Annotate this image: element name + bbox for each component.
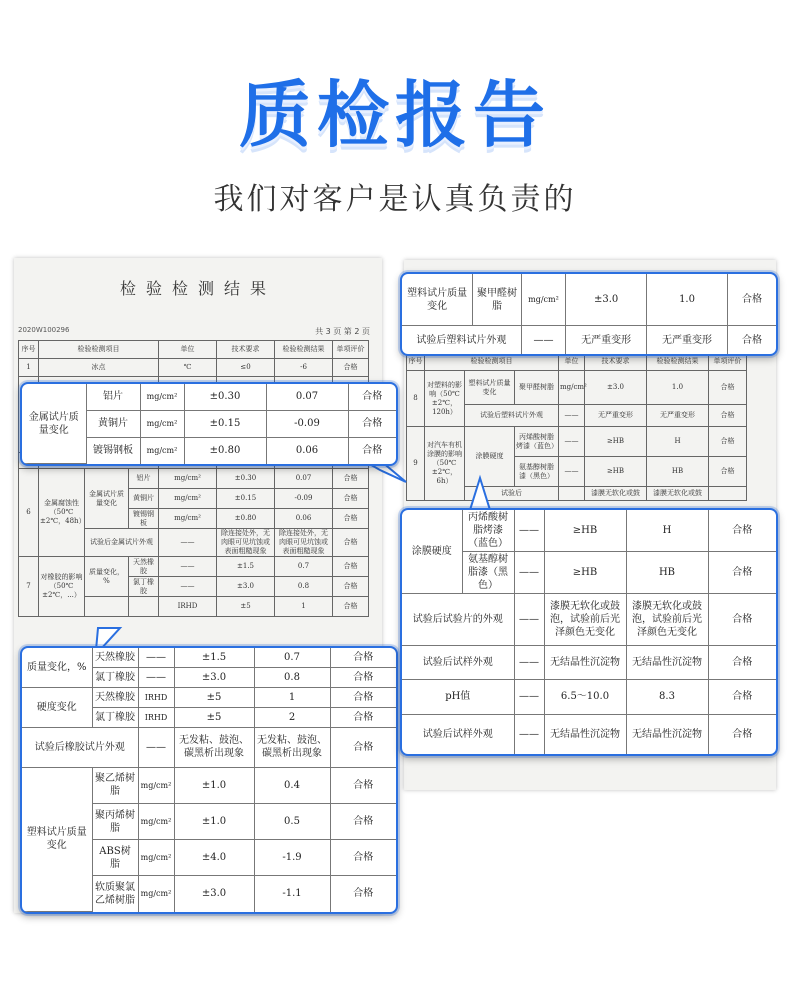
cell: 合格 — [330, 727, 396, 767]
cell: 0.7 — [275, 557, 333, 577]
cell: 塑料试片质量变化 — [22, 767, 92, 911]
cell: -0.09 — [266, 410, 348, 437]
header-cell: 检验检测结果 — [647, 353, 709, 371]
cell: ℃ — [159, 359, 217, 377]
table-row — [407, 427, 747, 457]
cell: 1 — [254, 687, 330, 707]
cell: mg/cm² — [521, 274, 565, 326]
table-row — [402, 326, 776, 354]
table-header-row — [19, 341, 369, 359]
report-number: 2020W100296 — [18, 326, 70, 334]
cell: ±0.30 — [217, 469, 275, 489]
cell: 无结晶性沉淀物 — [544, 646, 626, 680]
cell: 合格 — [709, 457, 747, 487]
cell: ±0.15 — [184, 410, 266, 437]
cell: 无发粘、鼓泡、碳黑析出现象 — [254, 727, 330, 767]
cell: 金属试片质量变化 — [22, 384, 86, 464]
cell: 丙烯酸树脂烤漆（蓝色） — [462, 510, 514, 552]
cell: —— — [514, 594, 544, 646]
cell: —— — [559, 405, 585, 427]
cell: mg/cm² — [159, 489, 217, 509]
cell: 天然橡胶 — [92, 687, 138, 707]
cell: 聚乙烯树脂 — [92, 767, 138, 803]
cell: 硬度变化 — [22, 687, 92, 727]
cell: 无结晶性沉淀物 — [626, 714, 708, 754]
cell: 0.4 — [254, 767, 330, 803]
cell: ±1.5 — [174, 648, 254, 667]
cell: 0.07 — [275, 469, 333, 489]
table-row — [402, 594, 776, 646]
cell: 无结晶性沉淀物 — [544, 714, 626, 754]
cell: IRHD — [138, 707, 174, 727]
cell: 聚甲醛树脂 — [515, 371, 559, 405]
cell: 合格 — [348, 437, 396, 463]
header-cell: 检验检测项目 — [425, 353, 559, 371]
cell: 合格 — [708, 680, 776, 714]
cell: 试验后试样外观 — [402, 714, 514, 754]
cell: 天然橡胶 — [92, 648, 138, 667]
rubber-plastic-table — [22, 648, 396, 912]
header-cell: 单项评价 — [333, 341, 369, 359]
cell: -0.09 — [275, 489, 333, 509]
cell: 8.3 — [626, 680, 708, 714]
cell: 塑料试片质量变化 — [465, 371, 515, 405]
cell: 1.0 — [647, 274, 728, 326]
cell: 金属腐蚀性（50℃±2℃，48h） — [39, 469, 85, 557]
cell: 金属试片质量变化 — [85, 469, 129, 529]
cell: 对塑料的影响（50℃±2℃，120h） — [425, 371, 465, 427]
cell: 9 — [407, 427, 425, 501]
cell: 涂膜硬度 — [465, 427, 515, 487]
cell: 氯丁橡胶 — [129, 577, 159, 597]
table-row — [402, 714, 776, 754]
cell: mg/cm² — [138, 840, 174, 876]
cell: mg/cm² — [140, 384, 184, 410]
cell: 6 — [19, 469, 39, 557]
right-results-table — [406, 352, 747, 501]
cell: 镀锡钢板 — [86, 437, 140, 463]
cell: 合格 — [348, 384, 396, 410]
cell: mg/cm² — [140, 437, 184, 463]
cell: 6.5～10.0 — [544, 680, 626, 714]
table-row — [22, 687, 396, 707]
header-cell: 单位 — [559, 353, 585, 371]
cell: —— — [138, 667, 174, 687]
cell: —— — [559, 427, 585, 457]
cell: 氯丁橡胶 — [92, 667, 138, 687]
plastic-mass-table — [402, 274, 776, 354]
cell: 除连接处外，无肉眼可见坑蚀或表面粗糙现象 — [275, 529, 333, 557]
cell: 合格 — [709, 405, 747, 427]
table-row — [402, 646, 776, 680]
cell: 质量变化，% — [85, 557, 129, 597]
cell: ±5 — [174, 687, 254, 707]
cell: 天然橡胶 — [129, 557, 159, 577]
cell: 试验后塑料试片外观 — [402, 326, 521, 354]
cell — [709, 487, 747, 501]
cell: —— — [514, 510, 544, 552]
page-indicator: 共 3 页 第 2 页 — [315, 327, 370, 336]
cell: 试验后橡胶试片外观 — [22, 727, 138, 767]
cell: —— — [559, 457, 585, 487]
cell: 漆膜无软化或鼓 — [585, 487, 647, 501]
cell: —— — [514, 646, 544, 680]
cell: 0.06 — [266, 437, 348, 463]
cell: ±3.0 — [174, 667, 254, 687]
paint-hardness-table — [402, 510, 776, 754]
cell: 对橡胶的影响（50℃±2℃，...） — [39, 557, 85, 617]
cell: 漆膜无软化或鼓泡，试验前后光泽颜色无变化 — [626, 594, 708, 646]
cell: 氨基醇树脂漆（黑色） — [462, 552, 514, 594]
cell: ≤0 — [217, 359, 275, 377]
callout-paint-table — [400, 508, 778, 756]
cell: ≥HB — [585, 427, 647, 457]
cell: 合格 — [709, 427, 747, 457]
callout-plastic-table — [400, 272, 778, 356]
cell: 无严重变形 — [647, 405, 709, 427]
cell — [559, 487, 585, 501]
cell: ±0.30 — [184, 384, 266, 410]
cell: 合格 — [333, 469, 369, 489]
cell: 黄铜片 — [86, 410, 140, 437]
cell: 无严重变形 — [566, 326, 647, 354]
cell: 冰点 — [39, 359, 159, 377]
table-row — [19, 359, 369, 377]
header-cell: 序号 — [407, 353, 425, 371]
cell: HB — [647, 457, 709, 487]
cell: H — [626, 510, 708, 552]
cell: 聚丙烯树脂 — [92, 803, 138, 839]
table-row — [407, 371, 747, 405]
cell: 合格 — [333, 577, 369, 597]
cell: 无严重变形 — [647, 326, 728, 354]
cell: 无发粘、鼓泡、碳黑析出现象 — [174, 727, 254, 767]
cell: 丙烯酸树脂烤漆（蓝色） — [515, 427, 559, 457]
cell: 合格 — [709, 371, 747, 405]
cell: ≥HB — [544, 510, 626, 552]
cell: —— — [514, 680, 544, 714]
cell: —— — [521, 326, 565, 354]
table-row — [22, 384, 396, 410]
cell: 2 — [254, 707, 330, 727]
cell: 合格 — [708, 714, 776, 754]
cell: 合格 — [727, 326, 776, 354]
cell: 质量变化，% — [22, 648, 92, 687]
cell: H — [647, 427, 709, 457]
cell: 镀锡钢板 — [129, 509, 159, 529]
table-row — [22, 767, 396, 803]
cell: —— — [159, 529, 217, 557]
cell: 合格 — [727, 274, 776, 326]
cell: mg/cm² — [138, 876, 174, 912]
header-cell: 序号 — [19, 341, 39, 359]
cell: ABS树脂 — [92, 840, 138, 876]
cell: 合格 — [330, 876, 396, 912]
cell: 黄铜片 — [129, 489, 159, 509]
cell: pH值 — [402, 680, 514, 714]
cell: 铝片 — [86, 384, 140, 410]
cell: —— — [514, 714, 544, 754]
cell: ±3.0 — [217, 577, 275, 597]
cell: 合格 — [348, 410, 396, 437]
table-row — [22, 648, 396, 667]
cell: 无结晶性沉淀物 — [626, 646, 708, 680]
table-row — [19, 469, 369, 489]
cell: ±1.0 — [174, 803, 254, 839]
cell: —— — [138, 648, 174, 667]
cell: 氯丁橡胶 — [92, 707, 138, 727]
table-row — [22, 727, 396, 767]
cell: ±0.80 — [217, 509, 275, 529]
cell: mg/cm² — [138, 767, 174, 803]
callout-metal-table — [20, 382, 398, 466]
cell: IRHD — [138, 687, 174, 707]
cell: ±3.0 — [174, 876, 254, 912]
cell: ≥HB — [544, 552, 626, 594]
cell: 合格 — [333, 489, 369, 509]
cell: ±5 — [217, 597, 275, 617]
cell: ±1.0 — [174, 767, 254, 803]
cell: -1.9 — [254, 840, 330, 876]
table-row — [402, 680, 776, 714]
cell: HB — [626, 552, 708, 594]
cell: 无严重变形 — [585, 405, 647, 427]
header-cell: 检验检测结果 — [275, 341, 333, 359]
cell: 合格 — [330, 803, 396, 839]
cell: 合格 — [333, 557, 369, 577]
cell: 合格 — [708, 510, 776, 552]
table-row — [402, 274, 776, 326]
header-cell: 单项评价 — [709, 353, 747, 371]
cell: 合格 — [330, 767, 396, 803]
header-cell: 检验检测项目 — [39, 341, 159, 359]
cell: 试验后金属试片外观 — [85, 529, 159, 557]
cell: IRHD — [159, 597, 217, 617]
cell: ±1.5 — [217, 557, 275, 577]
cell: 1.0 — [647, 371, 709, 405]
cell: 漆膜无软化或鼓 — [647, 487, 709, 501]
cell: 合格 — [708, 552, 776, 594]
cell: mg/cm² — [138, 803, 174, 839]
cell: -1.1 — [254, 876, 330, 912]
cell: 试验后 — [465, 487, 559, 501]
cell: mg/cm² — [159, 509, 217, 529]
cell: 试验后试验片的外观 — [402, 594, 514, 646]
cell: 试验后试样外观 — [402, 646, 514, 680]
callout-rubber-table — [20, 646, 398, 914]
cell: 氨基醇树脂漆（黑色） — [515, 457, 559, 487]
cell: -6 — [275, 359, 333, 377]
cell: 合格 — [330, 687, 396, 707]
cell: 软质聚氯乙烯树脂 — [92, 876, 138, 912]
header-cell: 单位 — [159, 341, 217, 359]
table-row — [402, 510, 776, 552]
cell: 0.06 — [275, 509, 333, 529]
header-cell: 技术要求 — [585, 353, 647, 371]
cell: 合格 — [333, 529, 369, 557]
cell: 1 — [19, 359, 39, 377]
cell — [129, 597, 159, 617]
cell: 0.5 — [254, 803, 330, 839]
cell: 1 — [275, 597, 333, 617]
cell: 合格 — [330, 707, 396, 727]
cell: mg/cm² — [140, 410, 184, 437]
hero-section — [0, 70, 790, 218]
table-row — [19, 557, 369, 577]
cell: ±3.0 — [585, 371, 647, 405]
cell: 0.7 — [254, 648, 330, 667]
cell: —— — [514, 552, 544, 594]
cell: 合格 — [708, 646, 776, 680]
hero-subtitle: 我们对客户是认真负责的 — [213, 182, 577, 217]
cell: 合格 — [333, 509, 369, 529]
cell: ±5 — [174, 707, 254, 727]
cell: —— — [138, 727, 174, 767]
cell: —— — [159, 577, 217, 597]
cell: mg/cm² — [159, 469, 217, 489]
cell: 涂膜硬度 — [402, 510, 462, 594]
cell: 合格 — [330, 840, 396, 876]
cell: 合格 — [330, 648, 396, 667]
cell: 0.07 — [266, 384, 348, 410]
cell: mg/cm² — [559, 371, 585, 405]
cell — [85, 597, 129, 617]
cell: 合格 — [708, 594, 776, 646]
cell: 7 — [19, 557, 39, 617]
cell: 合格 — [330, 667, 396, 687]
doc-title: 检验检测结果 — [119, 279, 276, 298]
cell: 0.8 — [275, 577, 333, 597]
cell: 漆膜无软化或鼓泡，试验前后光泽颜色无变化 — [544, 594, 626, 646]
cell: ±4.0 — [174, 840, 254, 876]
cell: ±0.80 — [184, 437, 266, 463]
cell: 塑料试片质量变化 — [402, 274, 473, 326]
cell: 聚甲醛树脂 — [473, 274, 522, 326]
cell: 试验后塑料试片外观 — [465, 405, 559, 427]
cell: 合格 — [333, 359, 369, 377]
cell: 除连接处外，无肉眼可见坑蚀或表面粗糙现象 — [217, 529, 275, 557]
cell: ≥HB — [585, 457, 647, 487]
hero-title: 质检报告 — [238, 73, 551, 157]
cell: 对汽车有机涂膜的影响（50℃±2℃，6h） — [425, 427, 465, 501]
cell: —— — [159, 557, 217, 577]
metal-mass-table — [22, 384, 396, 464]
cell: 合格 — [333, 597, 369, 617]
cell: 0.8 — [254, 667, 330, 687]
cell: ±3.0 — [566, 274, 647, 326]
cell: ±0.15 — [217, 489, 275, 509]
cell: 8 — [407, 371, 425, 427]
cell: 铝片 — [129, 469, 159, 489]
header-cell: 技术要求 — [217, 341, 275, 359]
